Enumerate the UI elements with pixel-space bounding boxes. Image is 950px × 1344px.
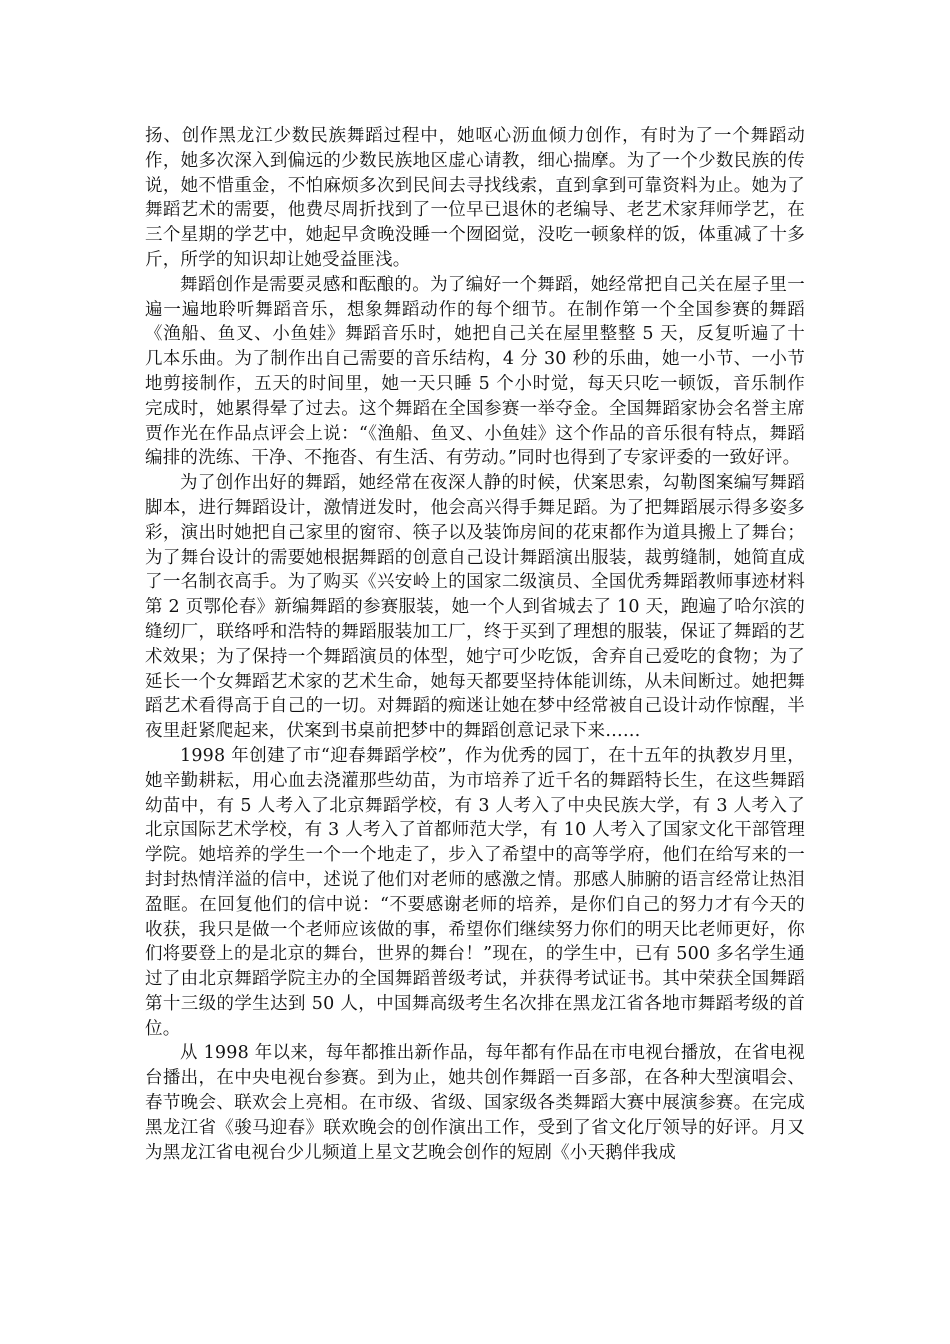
paragraph-continuation: 扬、创作黑龙江少数民族舞蹈过程中，她呕心沥血倾力创作，有时为了一个舞蹈动作，她多次深入到偏远的少数民族地区虚心请教，细心揣摩。为了一个少数民族的传说，她不惜重金，不怕麻烦多次到民间去寻找线索，直到拿到可靠资料为止。她为了舞蹈艺术的需要，他费尽周折找到了一位早已退休的老编导、老艺术家拜师学艺，在三个星期的学艺中，她起早贪晚没睡一个囫囵觉，没吃一顿象样的饭，体重减了十多斤，所学的知识却让她受益匪浅。 [145,126,805,270]
paragraph-dance-school: 1998 年创建了市“迎春舞蹈学校”，作为优秀的园丁，在十五年的执教岁月里，她辛勤耕耘，用心血去浇灌那些幼苗，为市培养了近千名的舞蹈特长生，在这些舞蹈幼苗中，有 5 人考入了北京舞蹈学校，有 3 人考入了中央民族大学，有 3 人考入了北京国际艺术学校，有 3 人考入了首都师范大学，有 10 人考入了国家文化干部管理学院。她培养的学生一个一个地走了，步入了希望中的高等学府，他们在给写来的一封封热情洋溢的信中，述说了他们对老师的感激之情。那感人肺腑的语言经常让热泪盈眶。在回复他们的信中说：“不要感谢老师的培养，是你们自己的努力才有今天的收获，我只是做一个老师应该做的事，希望你们继续努力你们的明天比老师更好，你们将要登上的是北京的舞台，世界的舞台！”现在，的学生中，已有 500 多名学生通过了由北京舞蹈学院主办的全国舞蹈普级考试，并获得考试证书。其中荣获全国舞蹈第十三级的学生达到 50 人，中国舞高级考生名次排在黑龙江省各地市舞蹈考级的首位。 [145,745,805,1039]
document-page [145,124,805,1165]
paragraph-new-works: 从 1998 年以来，每年都推出新作品，每年都有作品在市电视台播放，在省电视台播出，在中央电视台参赛。到为止，她共创作舞蹈一百多部，在各种大型演唱会、春节晚会、联欢会上亮相。在市级、省级、国家级各类舞蹈大赛中展演参赛。在完成黑龙江省《骏马迎春》联欢晚会的创作演出工作，受到了省文化厅领导的好评。月又为黑龙江省电视台少儿频道上星文艺晚会创作的短剧《小天鹅伴我成 [145,1043,805,1163]
paragraph-inspiration: 舞蹈创作是需要灵感和酝酿的。为了编好一个舞蹈，她经常把自己关在屋子里一遍一遍地聆听舞蹈音乐，想象舞蹈动作的每个细节。在制作第一个全国参赛的舞蹈《渔船、鱼叉、小鱼娃》舞蹈音乐时，她把自己关在屋里整整 5 天，反复听遍了十几本乐曲。为了制作出自己需要的音乐结构，4 分 30 秒的乐曲，她一小节、一小节地剪接制作，五天的时间里，她一天只睡 5 个小时觉，每天只吃一顿饭，音乐制作完成时，她累得晕了过去。这个舞蹈在全国参赛一举夺金。全国舞蹈家协会名誉主席贾作光在作品点评会上说：“《渔船、鱼叉、小鱼娃》这个作品的音乐很有特点，舞蹈编排的洗练、干净、不拖沓、有生活、有劳动。”同时也得到了专家评委的一致好评。 [145,274,805,469]
paragraph-stage-design: 为了创作出好的舞蹈，她经常在夜深人静的时候，伏案思索，勾勒图案编写舞蹈脚本，进行舞蹈设计，激情迸发时，他会高兴得手舞足蹈。为了把舞蹈展示得多姿多彩，演出时她把自己家里的窗帘、筷子以及装饰房间的花束都作为道具搬上了舞台；为了舞台设计的需要她根据舞蹈的创意自己设计舞蹈演出服装，裁剪缝制，她简直成了一名制衣高手。为了购买《兴安岭上的国家二级演员、全国优秀舞蹈教师事迹材料第 2 页鄂伦春》新编舞蹈的参赛服装，她一个人到省城去了 10 天，跑遍了哈尔滨的缝纫厂，联络呼和浩特的舞蹈服装加工厂，终于买到了理想的服装，保证了舞蹈的艺术效果；为了保持一个舞蹈演员的体型，她宁可少吃饭，舍弃自己爱吃的食物；为了延长一个女舞蹈艺术家的艺术生命，她每天都要坚持体能训练，从未间断过。她把舞蹈艺术看得高于自己的一切。对舞蹈的痴迷让她在梦中经常被自己设计动作惊醒，半夜里赶紧爬起来，伏案到书桌前把梦中的舞蹈创意记录下来…… [145,473,805,742]
